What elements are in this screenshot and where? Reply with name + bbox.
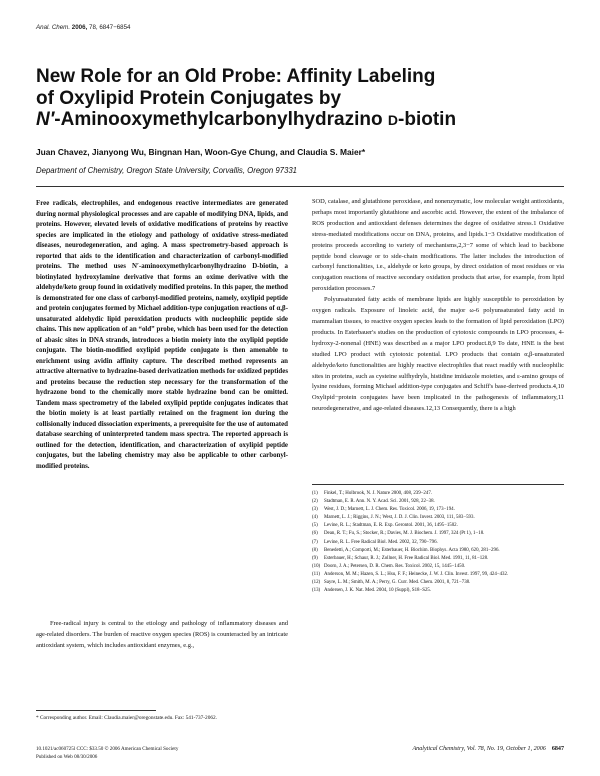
affiliation: Department of Chemistry, Oregon State University, Corvallis, Oregon 97331 [36,166,298,175]
reference-item [312,522,564,530]
footnote-divider [36,710,156,711]
journal-name: Anal. Chem. [36,24,71,31]
reference-number: (10) [312,563,321,569]
right-paragraph-1: SOD, catalase, and glutathione peroxidase, and nonenzymatic, low molecular weight antioxidants, perhaps most importantly glutathione and ascorbic acid. However, the extent of the imbalance of ROS production and antioxidant defenses determines the degree of oxidative stress.1 Oxidative stress-mediated modifications occur on DNA, proteins, and lipids.1−3 Oxidative modification of proteins proceeds according to variety of mechanisms,2,3−7 some of which lead to backbone peptide bond cleavage or to side-chain modifications. The latter includes the introduction of carbonyl functionalities, i.e., aldehyde or keto groups, by direct oxidation of most residues or via conjugation reactions of reactive secondary oxidation products that arise, for example, from lipid peroxidation processes.7 [312,198,564,293]
reference-number: (8) [312,547,318,553]
title-line-1: New Role for an Old Probe: Affinity Labeling [36,66,436,87]
abstract-text: Free radicals, electrophiles, and endogenous reactive intermediates are generated during normal physiological processes and are capable of modifying DNA, lipids, and proteins. However, elevated levels of oxidative modifications of proteins by reactive species are implicated in the etiology and pathology of oxidative stress-mediated diseases, neurodegeneration, and aging. A mass spectrometry-based approach is reported that aids to the identification and characterization of carbonyl-modified proteins. The method uses N′-aminooxymethylcarbonylhydrazino D-biotin, a biotinylated hydroxylamine derivative that forms an oxime derivative with the aldehyde/keto group found in oxidatively modified proteins. In this paper, the method is demonstrated for one class of carbonyl-modified proteins, namely, oxylipid peptide and protein conjugates formed by Michael addition-type conjugation reactions of α,β-unsaturated aldehydic lipid peroxidation products with nucleophilic peptide side chains. This new application of an “old” probe, which has been used for the detection of abasic sites in DNA strands, introduces a biotin moiety into the oxylipid peptide conjugate. The biotin-modified oxylipid peptide conjugate is then amenable to enrichment using avidin affinity capture. The described method represents an attractive alternative to hydrazine-based derivatization methods for oxidized peptides and proteins because the reduction step necessary for the transformation of the hydrazone bond to the chemically more stable hydrazine bond can be omitted. Tandem mass spectrometry of the labeled oxylipid peptide conjugates indicates that the biotin moiety is at least partially retained on the fragment ion during the collisionally induced dissociation experiments, a prerequisite for the use of automated database searching of uninterpreted tandem mass spectra. The reported approach is outlined for the detection, identification, and characterization of oxylipid peptide conjugates, but the labeling chemistry may also be applicable to other carbonyl-modified proteins. [36,200,288,470]
title-d: D [387,112,399,128]
journal-citation [36,24,130,31]
references-list [312,490,564,725]
reference-item [312,555,564,563]
reference-number: (3) [312,507,318,513]
journal-year: 2006, [71,24,88,31]
reference-text: Andersen, J. K. Nat. Med. 2004, 10 (Suppl), S18−S25. [324,588,432,594]
reference-text: Sayre, L. M.; Smith, M. A.; Perry, G. Curr. Med. Chem. 2001, 8, 721−738. [324,580,471,586]
reference-item [312,587,564,595]
reference-text: Anderson, M. M.; Hazen, S. L.; Hsu, F. F.; Heinecke, J. W. J. Clin. Invest. 1997, 99, 424−432. [324,571,509,577]
reference-item [312,498,564,506]
reference-number: (5) [312,523,318,529]
header-divider [36,186,564,187]
reference-item [312,506,564,514]
corresponding-author-footnote: * Corresponding author. Email: Claudia.maier@oregonstate.edu. Fax: 541-737-2062. [36,715,217,721]
intro-paragraph: Free-radical injury is central to the etiology and pathology of inflammatory diseases and age-related disorders. The burden of reactive oxygen species (ROS) is counteracted by an intricate antioxidant system, which includes antioxidant enzymes, e.g., [36,620,288,649]
footer-journal [412,746,564,752]
reference-number: (13) [312,588,321,594]
right-column-body [312,197,564,477]
title-line-3 [36,109,576,132]
reference-item [312,579,564,587]
reference-text: Levine, R. L. Free Radical Biol. Med. 2002, 32, 790−796. [324,539,438,545]
reference-text: Dean, R. T.; Fu, S.; Stocker, R.; Davies, M. J. Biochem. J. 1997, 324 (Pt 1), 1−18. [324,531,485,537]
reference-number: (7) [312,539,318,545]
article-title [36,66,576,132]
reference-item [312,530,564,538]
reference-number: (11) [312,571,320,577]
reference-text: Doorn, J. A.; Petersen, D. R. Chem. Res. Toxicol. 2002, 15, 1445−1450. [324,563,466,569]
reference-item [312,514,564,522]
right-paragraph-2: Polyunsaturated fatty acids of membrane lipids are highly susceptible to peroxidation by oxygen radicals. Exposure of linoleic acid, the major ω-6 polyunsaturated fatty acid in mammalian tissues, to reactive oxygen species leads to the formation of lipid peroxidation (LPO) products. In Esterbauer's studies on the production of cytotoxic compounds in LPO processes, 4-hydroxy-2-nonenal (HNE) was described as a major LPO product.8,9 To date, HNE is the best studied LPO product with cytotoxic potential. LPO products that contain α,β-unsaturated aldehyde/keto functionalities are highly reactive electrophiles that react readily with nucleophilic sites in proteins, such as cysteine sulfhydryls, histidine imidazole moieties, and ε-amino groups of lysine residues, forming Michael addition-type conjugates and Schiff's base-derived products.4,10 Oxylipid−protein conjugates have been implicated in the pathogenesis of inflammatory,11 neurodegenerative, and age-related diseases.12,13 Consequently, there is a high [312,296,564,413]
title-end: -biotin [398,109,457,130]
reference-text: Finkel, T.; Holbrook, N. J. Nature 2000, 408, 239−247. [324,491,432,496]
abstract [36,199,288,609]
footer-doi: 10.1021/ac060725l CCC: $33.50 © 2006 American Chemical Society [36,746,179,752]
reference-item [312,563,564,571]
reference-text: Marnett, L. J.; Riggins, J. N.; West, J. D. J. Clin. Invest. 2003, 111, 583−593. [324,515,475,521]
reference-text: Levine, R. L.; Stadtman, E. R. Exp. Gerontol. 2001, 36, 1495−1502. [324,523,458,529]
reference-number: (9) [312,555,318,561]
footer-published-date: Published on Web 08/30/2006 [36,753,98,760]
page-number: 6847 [551,746,564,752]
title-prefix: N′ [36,109,55,130]
reference-item [312,539,564,547]
journal-volume-pages: 78, 6847−6854 [89,24,131,31]
reference-number: (4) [312,515,318,521]
reference-item [312,490,564,498]
reference-text: Stadtman, E. R. Ann. N. Y. Acad. Sci. 2001, 928, 22−38. [324,499,435,505]
reference-number: (1) [312,491,318,496]
reference-number: (2) [312,499,318,505]
reference-number: (12) [312,580,321,586]
reference-text: West, J. D.; Marnett, L. J. Chem. Res. Toxicol. 2006, 19, 173−194. [324,507,455,513]
references-divider [312,484,564,485]
reference-number: (6) [312,531,318,537]
authors: Juan Chavez, Jianyong Wu, Bingnan Han, Woon-Gye Chung, and Claudia S. Maier* [36,147,366,157]
footer-journal-line: Analytical Chemistry, Vol. 78, No. 19, October 1, 2006 [412,746,546,752]
reference-item [312,547,564,555]
reference-item [312,571,564,579]
footer-publication-info [36,746,178,761]
reference-text: Benedetti, A.; Comporti, M.; Esterbauer, H. Biochim. Biophys. Acta 1980, 620, 281−296. [324,547,500,553]
introduction [36,618,288,708]
reference-text: Esterbauer, H.; Schaur, R. J.; Zollner, H. Free Radical Biol. Med. 1991, 11, 81−128. [324,555,489,561]
title-main: -Aminooxymethylcarbonylhydrazino [54,109,388,130]
title-line-2: of Oxylipid Protein Conjugates by [36,87,342,109]
